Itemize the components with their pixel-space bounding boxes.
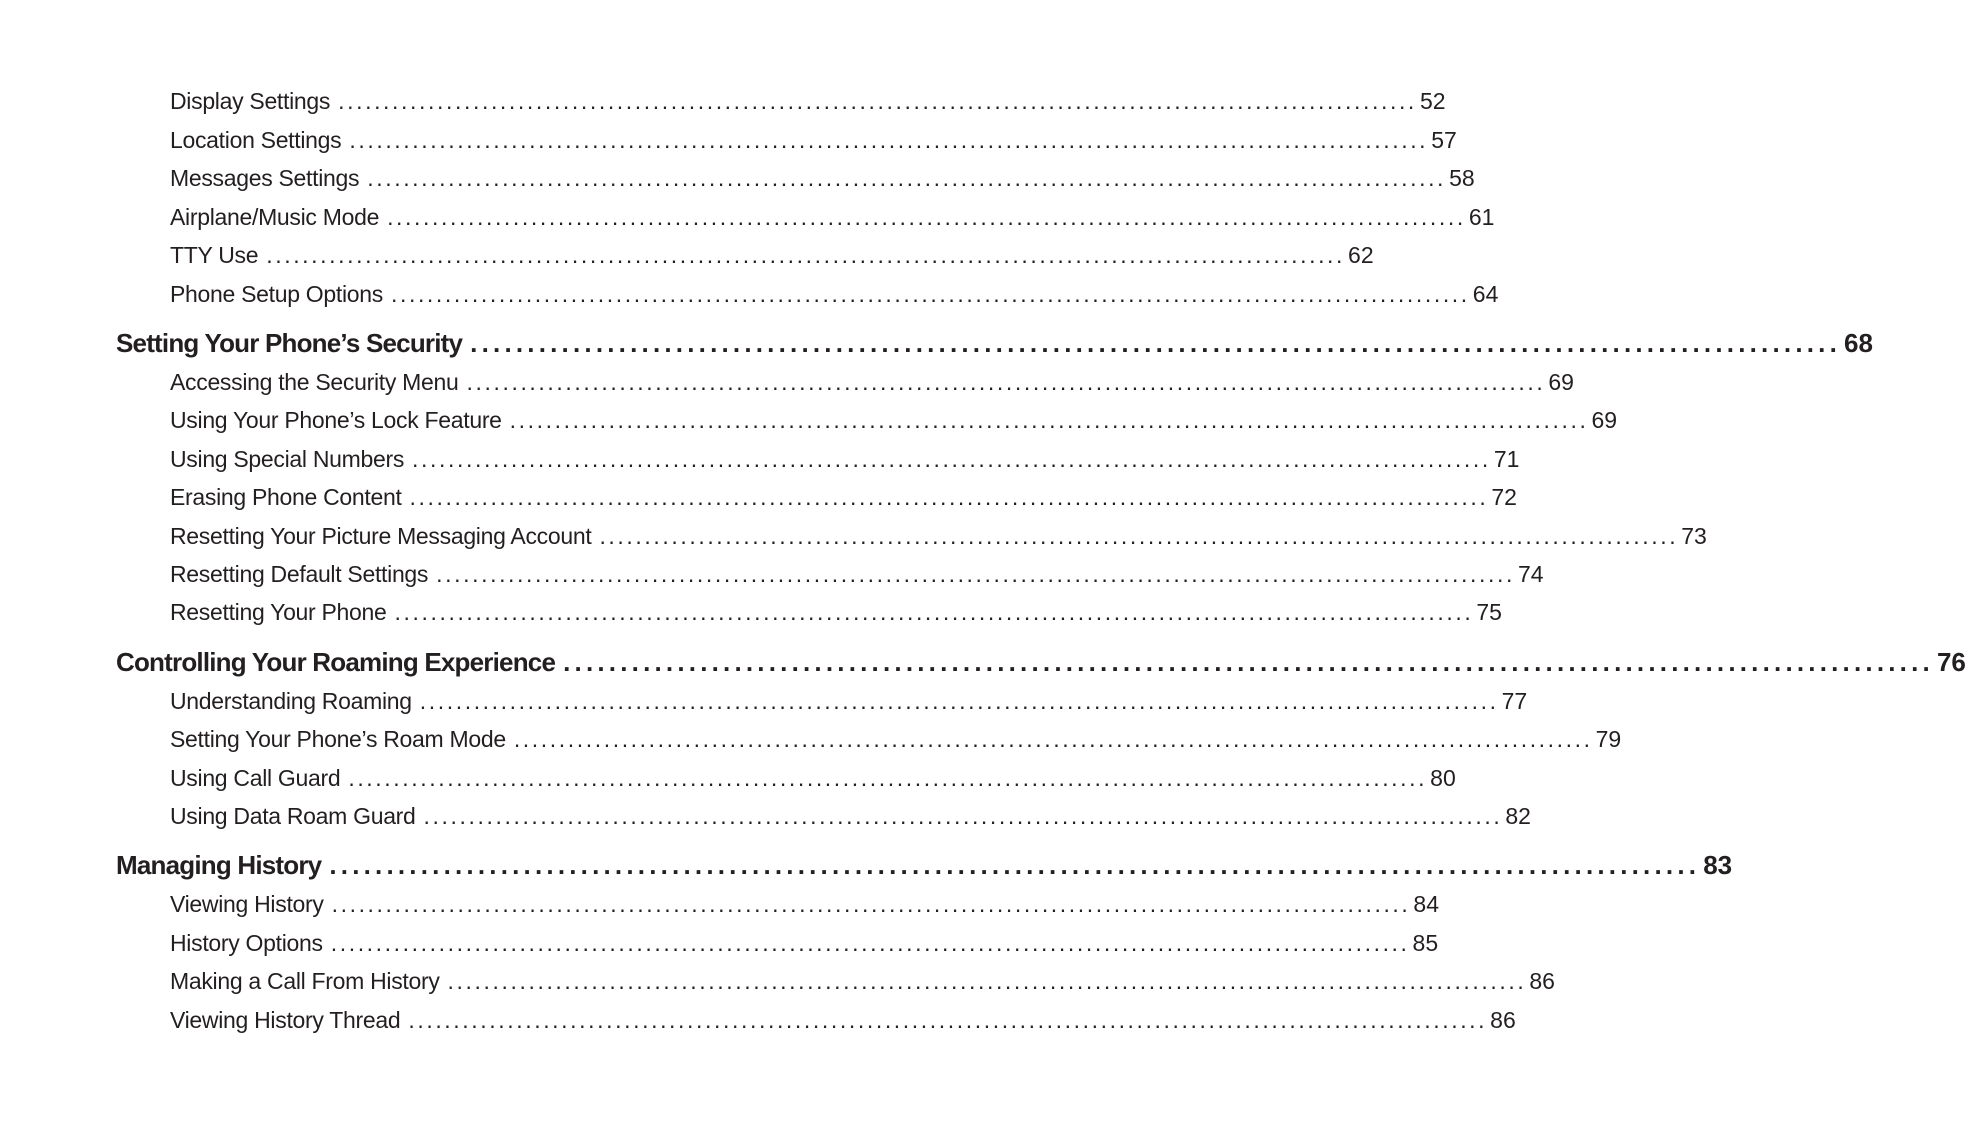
toc-entry-title: Airplane/Music Mode xyxy=(170,204,380,230)
dot-leader: ........................................................................................................................ xyxy=(408,1007,1488,1033)
toc-entry-title: Display Settings xyxy=(170,88,331,114)
toc-entry-title: Using Call Guard xyxy=(170,765,341,791)
toc-entry-understanding-roaming[interactable] xyxy=(170,688,1528,715)
toc-entry-messages-settings[interactable] xyxy=(170,165,1475,192)
toc-entry-title: Setting Your Phone’s Roam Mode xyxy=(170,726,506,752)
toc-entry-display-settings[interactable] xyxy=(170,88,1446,115)
dot-leader: ........................................................................................................................ xyxy=(412,446,1491,472)
toc-entry-title: History Options xyxy=(170,930,323,956)
toc-entry-roam-mode[interactable] xyxy=(170,726,1622,753)
toc-section-title: Setting Your Phone’s Security xyxy=(116,328,463,358)
toc-entry-data-roam-guard[interactable] xyxy=(170,803,1531,830)
dot-leader: ........................................................................................................................ xyxy=(330,930,1410,956)
toc-entry-resetting-default-settings[interactable] xyxy=(170,561,1544,588)
toc-entry-title: Erasing Phone Content xyxy=(170,484,402,510)
toc-section-managing-history[interactable] xyxy=(116,850,1733,881)
toc-entry-title: Using Special Numbers xyxy=(170,446,405,472)
toc-entry-page: 72 xyxy=(1491,484,1517,510)
toc-entry-title: Viewing History xyxy=(170,891,324,917)
toc-entry-title: TTY Use xyxy=(170,242,259,268)
dot-leader: ........................................................................................................................ xyxy=(348,765,1428,791)
toc-entry-page: 74 xyxy=(1517,561,1544,587)
dot-leader: ........................................................................................................................ xyxy=(394,599,1474,625)
toc-entry-call-guard[interactable] xyxy=(170,765,1456,792)
toc-entry-lock-feature[interactable] xyxy=(170,407,1618,434)
dot-leader: ........................................................................................................................ xyxy=(266,242,1346,268)
toc-entry-title: Phone Setup Options xyxy=(170,281,383,307)
toc-entry-location-settings[interactable] xyxy=(170,127,1457,154)
toc-entry-viewing-history[interactable] xyxy=(170,891,1440,918)
toc-entry-title: Using Your Phone’s Lock Feature xyxy=(170,407,502,433)
toc-entry-page: 77 xyxy=(1501,688,1528,714)
dot-leader: ........................................................................................................................ xyxy=(423,803,1503,829)
toc-entry-page: 80 xyxy=(1430,765,1456,791)
dot-leader: ........................................................................................................................ xyxy=(436,561,1515,587)
dot-leader: ........................................................................................................................ xyxy=(329,850,1701,880)
toc-entry-page: 85 xyxy=(1412,930,1439,956)
toc-section-page: 76 xyxy=(1936,647,1966,677)
toc-entry-resetting-picture-messaging[interactable] xyxy=(170,523,1707,550)
dot-leader: ........................................................................................................................ xyxy=(390,281,1470,307)
dot-leader: ........................................................................................................................ xyxy=(447,968,1527,994)
dot-leader: ........................................................................................................................ xyxy=(513,726,1593,752)
toc-entry-page: 58 xyxy=(1449,165,1475,191)
toc-entry-page: 52 xyxy=(1419,88,1446,114)
toc-entry-page: 69 xyxy=(1591,407,1618,433)
toc-entry-page: 75 xyxy=(1476,599,1502,625)
toc-entry-page: 62 xyxy=(1348,242,1374,268)
toc-entry-tty-use[interactable] xyxy=(170,242,1374,269)
toc-section-title: Managing History xyxy=(116,850,322,880)
dot-leader: ........................................................................................................................ xyxy=(470,328,1842,358)
toc-entry-title: Messages Settings xyxy=(170,165,360,191)
toc-entry-page: 71 xyxy=(1493,446,1520,472)
toc-entry-airplane-music-mode[interactable] xyxy=(170,204,1495,231)
toc-entry-page: 64 xyxy=(1472,281,1499,307)
toc-entry-erasing-phone-content[interactable] xyxy=(170,484,1517,511)
toc-entry-history-options[interactable] xyxy=(170,930,1439,957)
toc-entry-accessing-security-menu[interactable] xyxy=(170,369,1574,396)
toc-entry-page: 86 xyxy=(1490,1007,1516,1033)
toc-entry-special-numbers[interactable] xyxy=(170,446,1520,473)
dot-leader: ........................................................................................................................ xyxy=(367,165,1447,191)
dot-leader: ........................................................................................................................ xyxy=(331,891,1411,917)
toc-entry-phone-setup-options[interactable] xyxy=(170,281,1499,308)
toc-entry-page: 84 xyxy=(1413,891,1440,917)
dot-leader: ........................................................................................................................ xyxy=(419,688,1499,714)
toc-entry-history-thread[interactable] xyxy=(170,1007,1516,1034)
toc-entry-title: Making a Call From History xyxy=(170,968,440,994)
toc-entry-resetting-your-phone[interactable] xyxy=(170,599,1502,626)
toc-entry-page: 86 xyxy=(1529,968,1555,994)
toc-section-title: Controlling Your Roaming Experience xyxy=(116,647,556,677)
toc-entry-title: Viewing History Thread xyxy=(170,1007,401,1033)
toc-entry-title: Resetting Your Phone xyxy=(170,599,387,625)
dot-leader: ........................................................................................................................ xyxy=(349,127,1429,153)
dot-leader: ........................................................................................................................ xyxy=(599,523,1679,549)
toc-section-roaming-experience[interactable] xyxy=(116,647,1966,678)
toc-entry-title: Location Settings xyxy=(170,127,342,153)
dot-leader: ........................................................................................................................ xyxy=(387,204,1466,230)
toc-entry-page: 73 xyxy=(1681,523,1707,549)
toc-entry-page: 79 xyxy=(1595,726,1622,752)
toc-entry-title: Using Data Roam Guard xyxy=(170,803,416,829)
dot-leader: ........................................................................................................................ xyxy=(338,88,1417,114)
toc-entry-title: Resetting Your Picture Messaging Account xyxy=(170,523,592,549)
toc-section-page: 83 xyxy=(1703,850,1733,880)
toc-entry-page: 69 xyxy=(1548,369,1574,395)
toc-entry-title: Understanding Roaming xyxy=(170,688,412,714)
toc-section-phone-security[interactable] xyxy=(116,328,1873,359)
dot-leader: ........................................................................................................................ xyxy=(563,647,1934,677)
dot-leader: ........................................................................................................................ xyxy=(509,407,1589,433)
toc-entry-page: 61 xyxy=(1468,204,1495,230)
toc-entry-page: 82 xyxy=(1505,803,1531,829)
toc-section-page: 68 xyxy=(1844,328,1873,358)
toc-entry-title: Resetting Default Settings xyxy=(170,561,429,587)
dot-leader: ........................................................................................................................ xyxy=(466,369,1546,395)
toc-entry-page: 57 xyxy=(1431,127,1457,153)
toc-entry-call-from-history[interactable] xyxy=(170,968,1555,995)
dot-leader: ........................................................................................................................ xyxy=(409,484,1489,510)
toc-entry-title: Accessing the Security Menu xyxy=(170,369,459,395)
